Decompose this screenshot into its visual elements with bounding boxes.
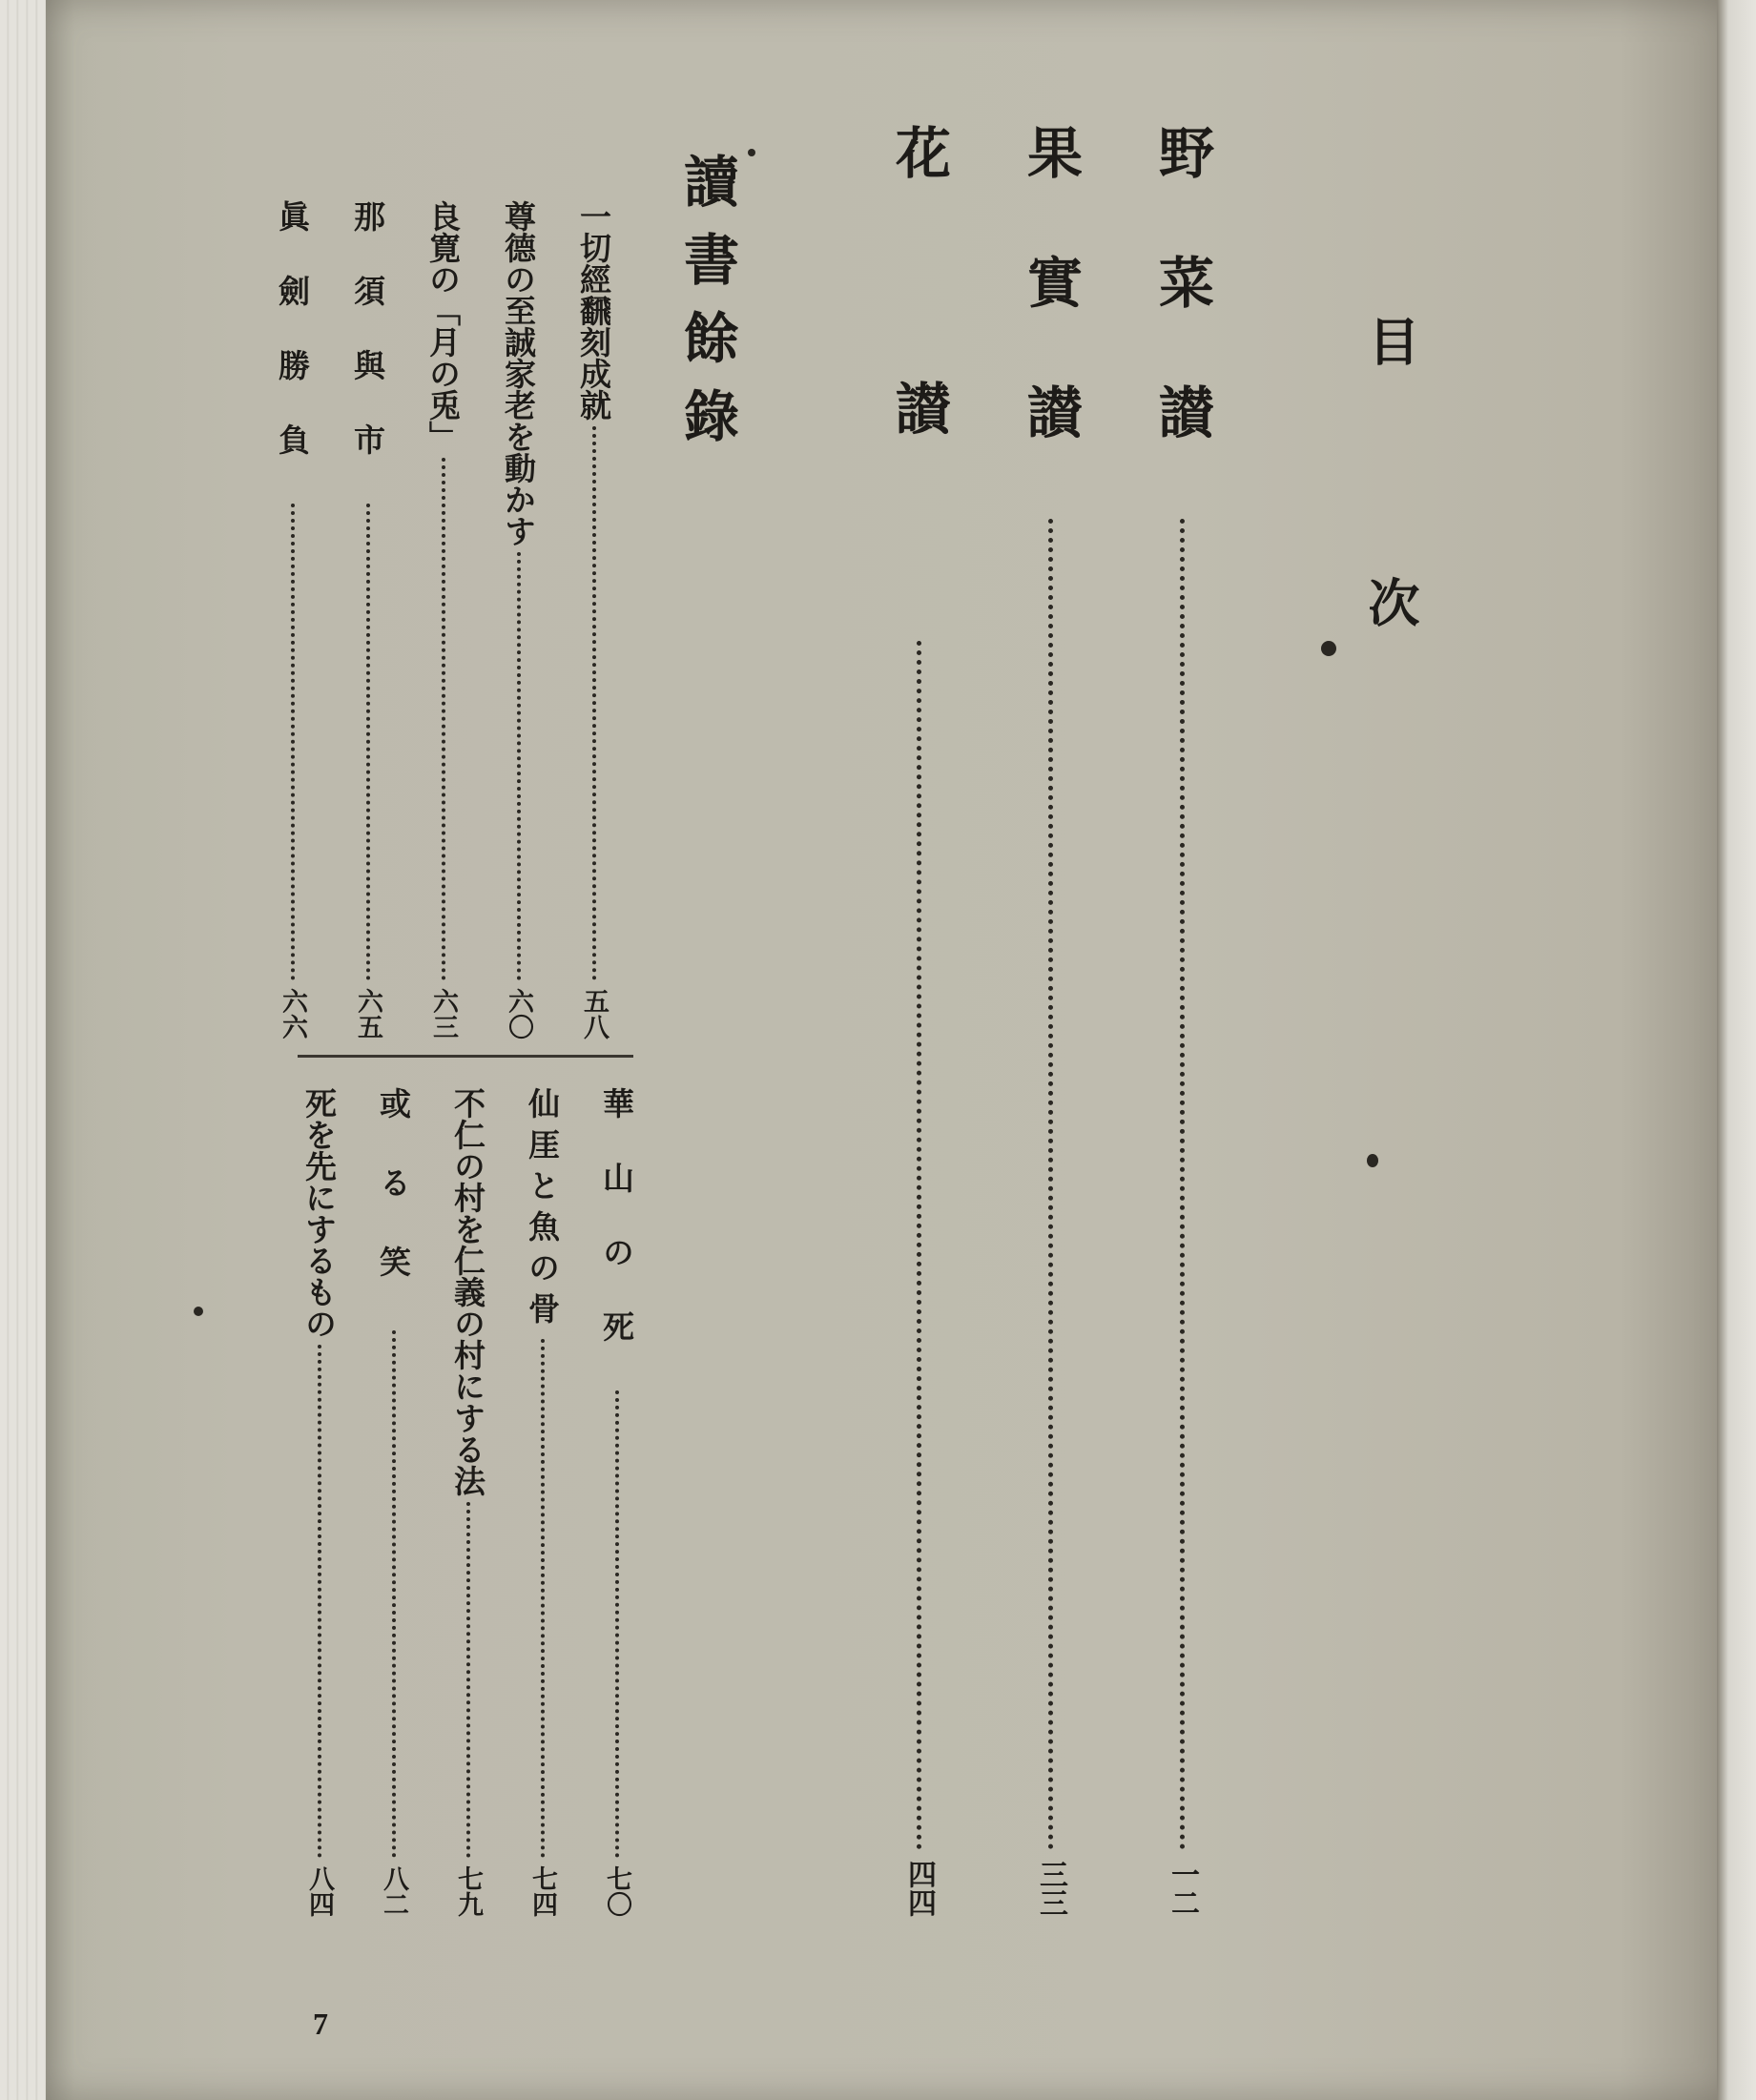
entry-title: 華山の死 [598, 1087, 635, 1385]
ink-speck [1367, 1154, 1378, 1167]
dot-leader [1180, 519, 1185, 1850]
dot-leader [1048, 519, 1053, 1850]
entry-page-number: 七四 [527, 1865, 557, 1917]
entry-page-number: 七〇 [602, 1865, 631, 1917]
toc-title-char-2: 次 [1360, 576, 1421, 628]
toc-entry[interactable] [349, 200, 386, 1040]
entry-title: 或る笑 [375, 1087, 412, 1325]
ink-speck [1321, 641, 1336, 656]
toc-entry[interactable] [300, 1087, 338, 1917]
entry-title: 果實讃 [1018, 124, 1083, 513]
entry-title: 良寛の「月の兎」 [424, 200, 462, 452]
entry-title: 眞劍勝負 [274, 200, 311, 498]
dot-leader [615, 1390, 619, 1858]
dot-leader [291, 504, 295, 980]
toc-entry-main[interactable] [1149, 124, 1214, 1917]
dot-leader [366, 504, 370, 980]
dot-leader [392, 1330, 396, 1858]
entry-page-number: 八四 [304, 1865, 334, 1917]
ink-speck [194, 1307, 203, 1316]
ink-speck [748, 149, 755, 156]
entry-page-number: 六六 [278, 988, 307, 1040]
entry-page-number: 一二 [1166, 1860, 1199, 1917]
column-divider [298, 1055, 633, 1058]
dot-leader [592, 426, 596, 980]
toc-entry[interactable] [575, 200, 612, 1040]
entry-page-number: 八二 [379, 1865, 408, 1917]
dot-leader [318, 1345, 321, 1858]
entry-title: 野菜讃 [1149, 124, 1214, 513]
entry-page-number: 四四 [902, 1860, 936, 1917]
toc-entry[interactable] [449, 1087, 486, 1917]
toc-title [1354, 315, 1428, 628]
entry-title: 那須與市 [349, 200, 386, 498]
dot-leader [442, 458, 445, 980]
dot-leader [466, 1502, 470, 1858]
dot-leader [517, 552, 521, 980]
entry-title: 不仁の村を仁義の村にする法 [449, 1087, 486, 1496]
entry-page-number: 七九 [453, 1865, 483, 1917]
page-edge [1717, 0, 1756, 2100]
entry-title: 死を先にするもの [300, 1087, 338, 1339]
entry-page-number: 六三 [428, 988, 458, 1040]
entry-page-number: 三三 [1034, 1860, 1067, 1917]
toc-entry[interactable] [598, 1087, 635, 1917]
dot-leader [541, 1339, 545, 1858]
entry-title: 花讃 [886, 124, 951, 635]
toc-entry-main[interactable] [886, 124, 951, 1917]
toc-entry[interactable] [500, 200, 537, 1040]
toc-entry[interactable] [375, 1087, 412, 1917]
entry-title: 尊德の至誠家老を動かす [500, 200, 537, 546]
entry-title: 仙厓と魚の骨 [524, 1087, 561, 1333]
page-number: 7 [313, 2007, 328, 2041]
toc-entry[interactable] [424, 200, 462, 1040]
entry-title: 一切經飜刻成就 [575, 200, 612, 421]
section-heading: 讀書餘錄 [674, 153, 739, 465]
toc-title-char-1: 目 [1360, 315, 1421, 366]
toc-entry[interactable] [274, 200, 311, 1040]
entry-page-number: 五八 [579, 988, 609, 1040]
entry-page-number: 六五 [353, 988, 382, 1040]
toc-entry[interactable] [524, 1087, 561, 1917]
toc-entry-main[interactable] [1018, 124, 1083, 1917]
dot-leader [917, 641, 921, 1850]
entry-page-number: 六〇 [504, 988, 533, 1040]
